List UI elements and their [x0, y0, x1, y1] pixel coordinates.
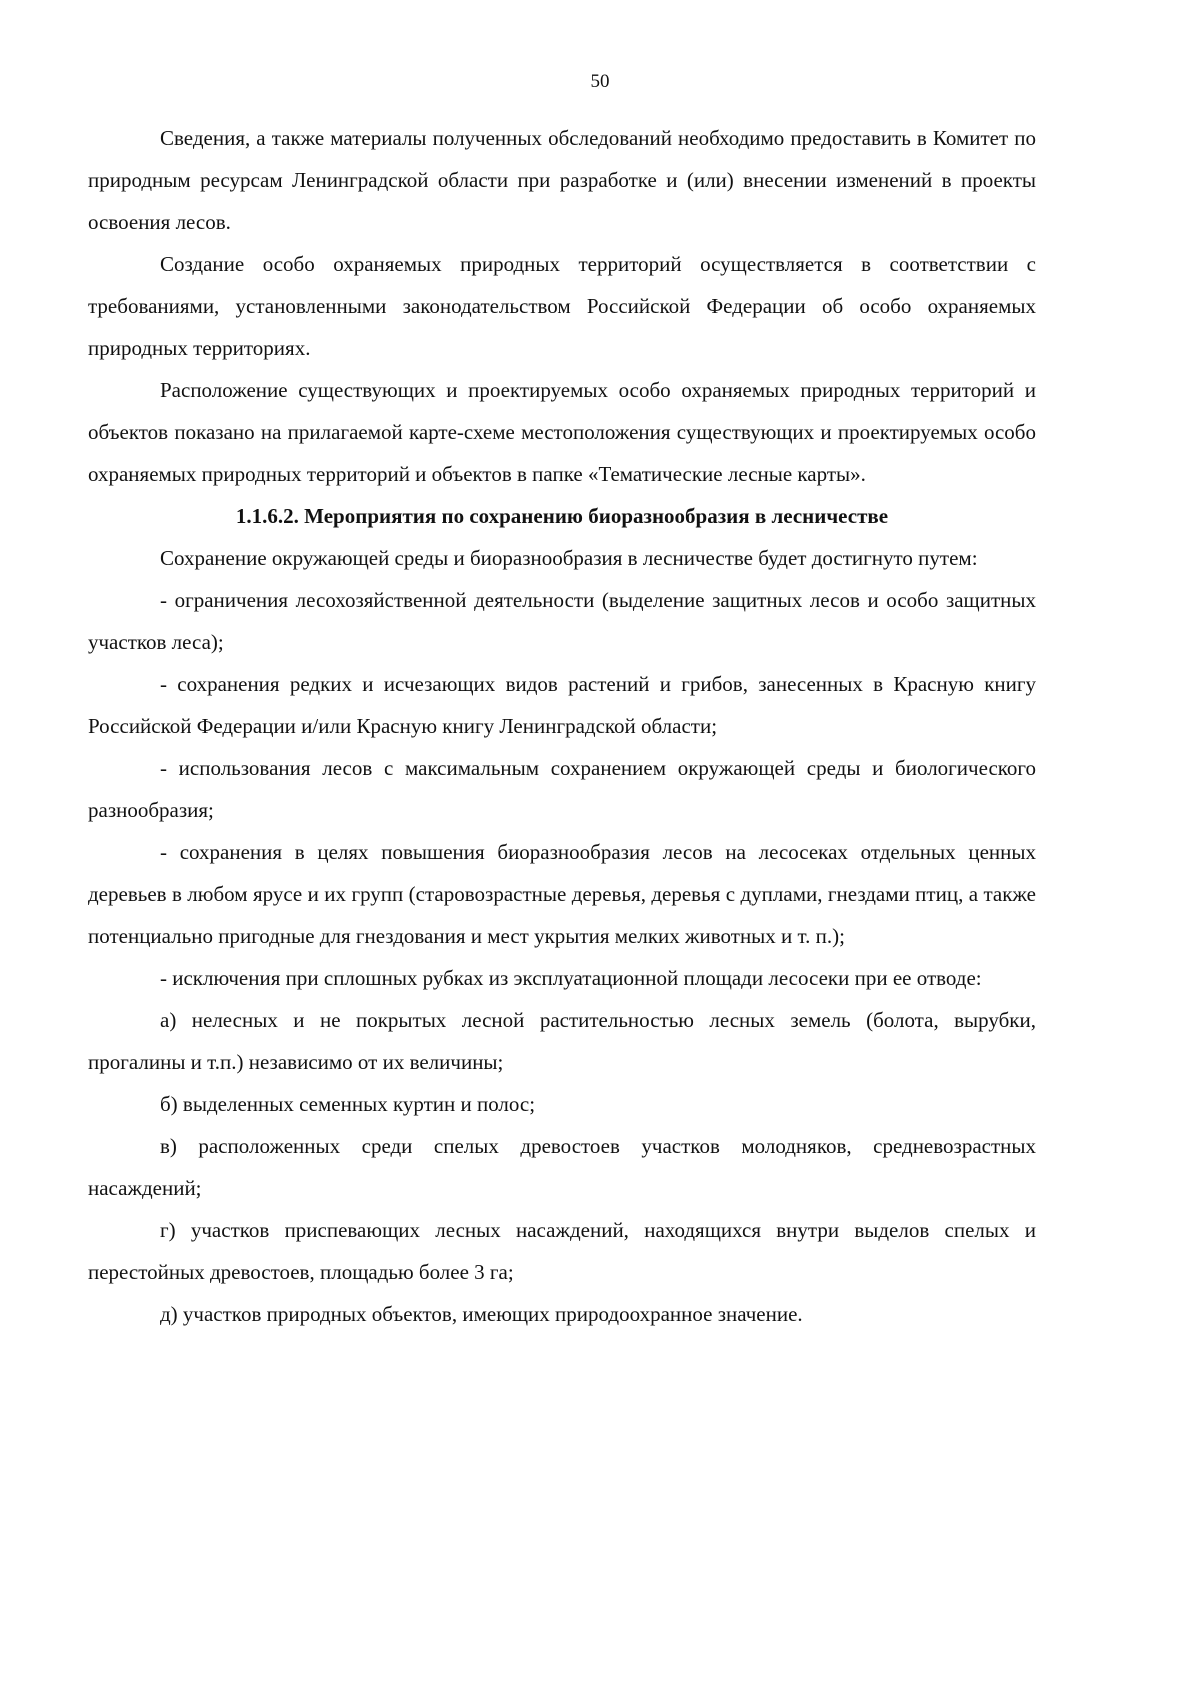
sub-list-item: а) нелесных и не покрытых лесной растительностью лесных земель (болота, вырубки, прогалины и т.п.) независимо от их величины;: [88, 1008, 1036, 1074]
list-item: - сохранения в целях повышения биоразнообразия лесов на лесосеках отдельных ценных деревьев в любом ярусе и их групп (старовозрастные деревья, деревья с дуплами, гнездами птиц, а также потенциально пригодные для гнездования и мест укрытия мелких животных и т. п.);: [88, 840, 1036, 948]
list-item: - сохранения редких и исчезающих видов растений и грибов, занесенных в Красную книгу Российской Федерации и/или Красную книгу Ленинградской области;: [88, 672, 1036, 738]
section-heading: 1.1.6.2. Мероприятия по сохранению биоразнообразия в лесничестве: [235, 504, 889, 528]
paragraph: Сохранение окружающей среды и биоразнообразия в лесничестве будет достигнуто путем:: [160, 546, 978, 570]
list-item: - исключения при сплошных рубках из эксплуатационной площади лесосеки при ее отводе:: [160, 966, 982, 990]
list-item: - ограничения лесохозяйственной деятельности (выделение защитных лесов и особо защитных участков леса);: [88, 588, 1036, 654]
page-number: 50: [590, 71, 610, 92]
sub-list-item: г) участков приспевающих лесных насаждений, находящихся внутри выделов спелых и перестойных древостоев, площадью более 3 га;: [88, 1218, 1036, 1284]
document-body: [88, 117, 1036, 1335]
paragraph: Сведения, а также материалы полученных обследований необходимо предоставить в Комитет по природным ресурсам Ленинградской области при разработке и (или) внесении изменений в проекты освоения лесов.: [88, 126, 1036, 234]
paragraph: Расположение существующих и проектируемых особо охраняемых природных территорий и объектов показано на прилагаемой карте-схеме местоположения существующих и проектируемых особо охраняемых природных территорий и объектов в папке «Тематические лесные карты».: [88, 378, 1036, 486]
sub-list-item: б) выделенных семенных куртин и полос;: [160, 1092, 536, 1116]
sub-list-item: в) расположенных среди спелых древостоев участков молодняков, средневозрастных насаждений;: [88, 1134, 1036, 1200]
sub-list-item: д) участков природных объектов, имеющих природоохранное значение.: [160, 1302, 803, 1326]
paragraph: Создание особо охраняемых природных территорий осуществляется в соответствии с требованиями, установленными законодательством Российской Федерации об особо охраняемых природных территориях.: [88, 252, 1036, 360]
list-item: - использования лесов с максимальным сохранением окружающей среды и биологического разнообразия;: [88, 756, 1036, 822]
